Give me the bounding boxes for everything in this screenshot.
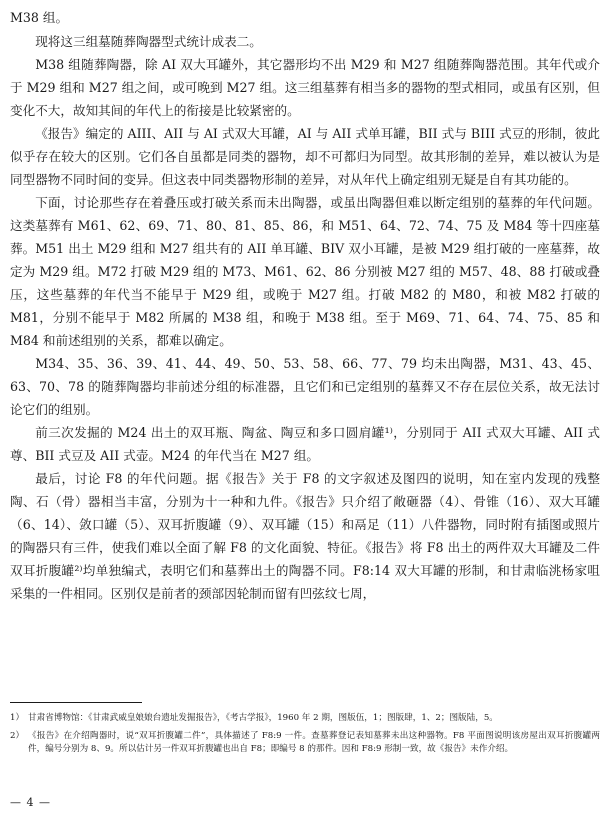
page-number: — 4 — — [10, 796, 51, 809]
paragraph: 下面，讨论那些存在着叠压或打破关系而未出陶器，或虽出陶器但难以断定组别的墓葬的年代问题。这类墓葬有 M61、62、69、71、80、81、85、86，和 M51、64、72、74、75 及 M84 等十四座墓葬。M51 出土 M29 组和 M27 组共有的 AII 单耳罐、BIV 双小耳罐，是被 M29 组打破的一座墓葬，故定为 M29 组。M72 打破 M29 组的 M73、M61、62、86 分别被 M27 组的 M57、48、88 打破或叠压，这些墓葬的年代当不能早于 M29 组，或晚于 M27 组。打破 M82 的 M80，和被 M82 打破的 M81，分别不能早于 M82 所属的 M38 组，和晚于 M38 组。至于 M69、71、64、74、75、85 和 M84 和前述组别的关系，都难以确定。 — [10, 195, 600, 348]
paragraph: 最后，讨论 F8 的年代问题。据《报告》关于 F8 的文字叙述及图四的说明，知在室内发现的残整陶、石（骨）器相当丰富，分别为十一种和九件。《报告》只介绍了敞砸器（4）、骨锥（16）、双大耳罐（6、14）、敛口罐（5）、双耳折腹罐（9）、双耳罐（15）和鬲足（11）八件器物，同时附有插图或照片的陶器只有三件，使我们难以全面了解 F8 的文化面貌、特征。《报告》将 F8 出土的两件双大耳罐及二件双耳折腹罐²⁾均单独编式，表明它们和墓葬出土的陶器不同。F8:14 双大耳罐的形制，和甘肃临洮杨家咀采集的一件相同。区别仅是前者的颈部因轮制而留有凹弦纹七周， — [10, 471, 600, 601]
lead-line: M38 组。 — [10, 10, 69, 25]
footnote — [10, 730, 600, 757]
footnote-divider — [10, 702, 142, 703]
footnotes — [10, 712, 600, 761]
paragraph: 《报告》编定的 AIII、AII 与 AI 式双大耳罐，AI 与 AII 式单耳罐，BII 式与 BIII 式豆的形制，彼此似乎存在较大的区别。它们各自虽都是同类的器物，却不可都归为同型。故其形制的差异，难以被认为是同型器物不同时间的变异。但这表中同类器物形制的差异，对从年代上确定组别无疑是自有其功能的。 — [10, 126, 600, 187]
paragraph: 前三次发掘的 M24 出土的双耳瓶、陶盆、陶豆和多口圆肩罐¹⁾，分别同于 AII 式双大耳罐、AII 式尊、BII 式豆及 AII 式壶。M24 的年代当在 M27 组。 — [10, 425, 600, 463]
paragraph: M34、35、36、39、41、44、49、50、53、58、66、77、79 均未出陶器，M31、43、45、63、70、78 的随葬陶器均非前述分组的标准器，且它们和已定组别的墓葬又不存在层位关系，故无法讨论它们的组别。 — [10, 356, 600, 417]
footnote-number: 1） — [10, 713, 25, 723]
footnote-text: 甘肃省博物馆：《甘肃武威皇娘娘台遗址发掘报告》，《考古学报》，1960 年 2 期，图版伍，1；图版肆，1、2；图版陆，5。 — [28, 713, 498, 723]
body-text — [10, 30, 600, 605]
footnote-number: 2） — [10, 730, 25, 741]
paragraph: 现将这三组墓随葬陶器型式统计成表二。 — [35, 34, 262, 49]
footnote — [10, 712, 600, 726]
paragraph: M38 组随葬陶器，除 AI 双大耳罐外，其它器形均不出 M29 和 M27 组随葬陶器范围。其年代或介于 M29 组和 M27 组之间，或可晚到 M27 组。这三组墓葬有相当多的器物的型式相同，或虽有区别，但变化不大，故知其间的年代上的衔接是比较紧密的。 — [10, 57, 600, 118]
footnote-text: 《报告》在介绍陶器时，说“双耳折腹罐二件”，具体描述了 F8:9 一件。查墓葬登记表知墓葬未出这种器物。F8 平面图说明该房屋出双耳折腹罐两件，编号分别为 8、9。所以估计另一件双耳折腹罐也出自 F8；即编号 8 的那件。因和 F8:9 形制一致，故《报告》未作介绍。 — [28, 730, 600, 754]
